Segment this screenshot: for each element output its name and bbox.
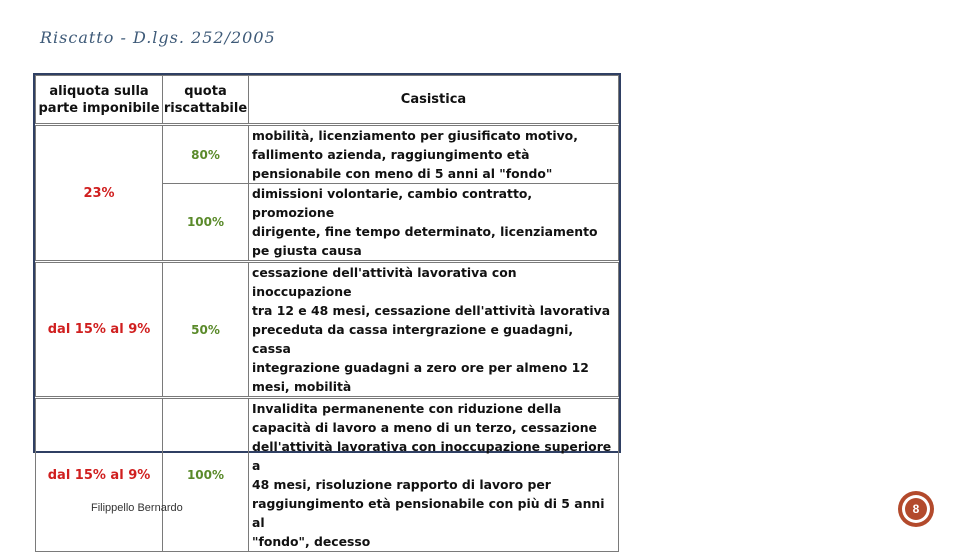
case-cell: mobilità, licenziamento per giusificato motivo, fallimento azienda, raggiungimento età pensionabile con meno di 5 anni al "fondo"	[249, 125, 619, 184]
quota-cell: 50%	[163, 262, 249, 398]
rate-cell: 23%	[36, 125, 163, 262]
rate-cell: dal 15% al 9%	[36, 262, 163, 398]
table-row	[36, 398, 619, 552]
table-header-row	[36, 76, 619, 125]
page-number: 8	[905, 498, 927, 520]
quota-cell: 80%	[163, 125, 249, 184]
quota-cell: 100%	[163, 398, 249, 552]
table-row	[36, 125, 619, 184]
page-number-badge	[898, 491, 934, 527]
table-row	[36, 262, 619, 398]
quota-cell: 100%	[163, 184, 249, 262]
header-quota: quota riscattabile	[163, 76, 249, 125]
case-cell: dimissioni volontarie, cambio contratto, promozione dirigente, fine tempo determinato, licenziamento pe giusta causa	[249, 184, 619, 262]
header-case: Casistica	[249, 76, 619, 125]
case-cell: cessazione dell'attività lavorativa con inoccupazione tra 12 e 48 mesi, cessazione dell'attività lavorativa preceduta da cassa intergrazione e guadagni, cassa integrazione guadagni a zero ore per almeno 12 mesi, mobilità	[249, 262, 619, 398]
header-rate: aliquota sulla parte imponibile	[36, 76, 163, 125]
slide-title: Riscatto - D.lgs. 252/2005	[40, 28, 276, 47]
footer-author: Filippello Bernardo	[91, 502, 183, 514]
rate-cell: dal 15% al 9%	[36, 398, 163, 552]
case-cell: Invalidita permanenente con riduzione della capacità di lavoro a meno di un terzo, cessazione dell'attività lavorativa con inoccupazione superiore a 48 mesi, risoluzione rapporto di lavoro per raggiungimento età pensionabile con più di 5 anni al "fondo", decesso	[249, 398, 619, 552]
